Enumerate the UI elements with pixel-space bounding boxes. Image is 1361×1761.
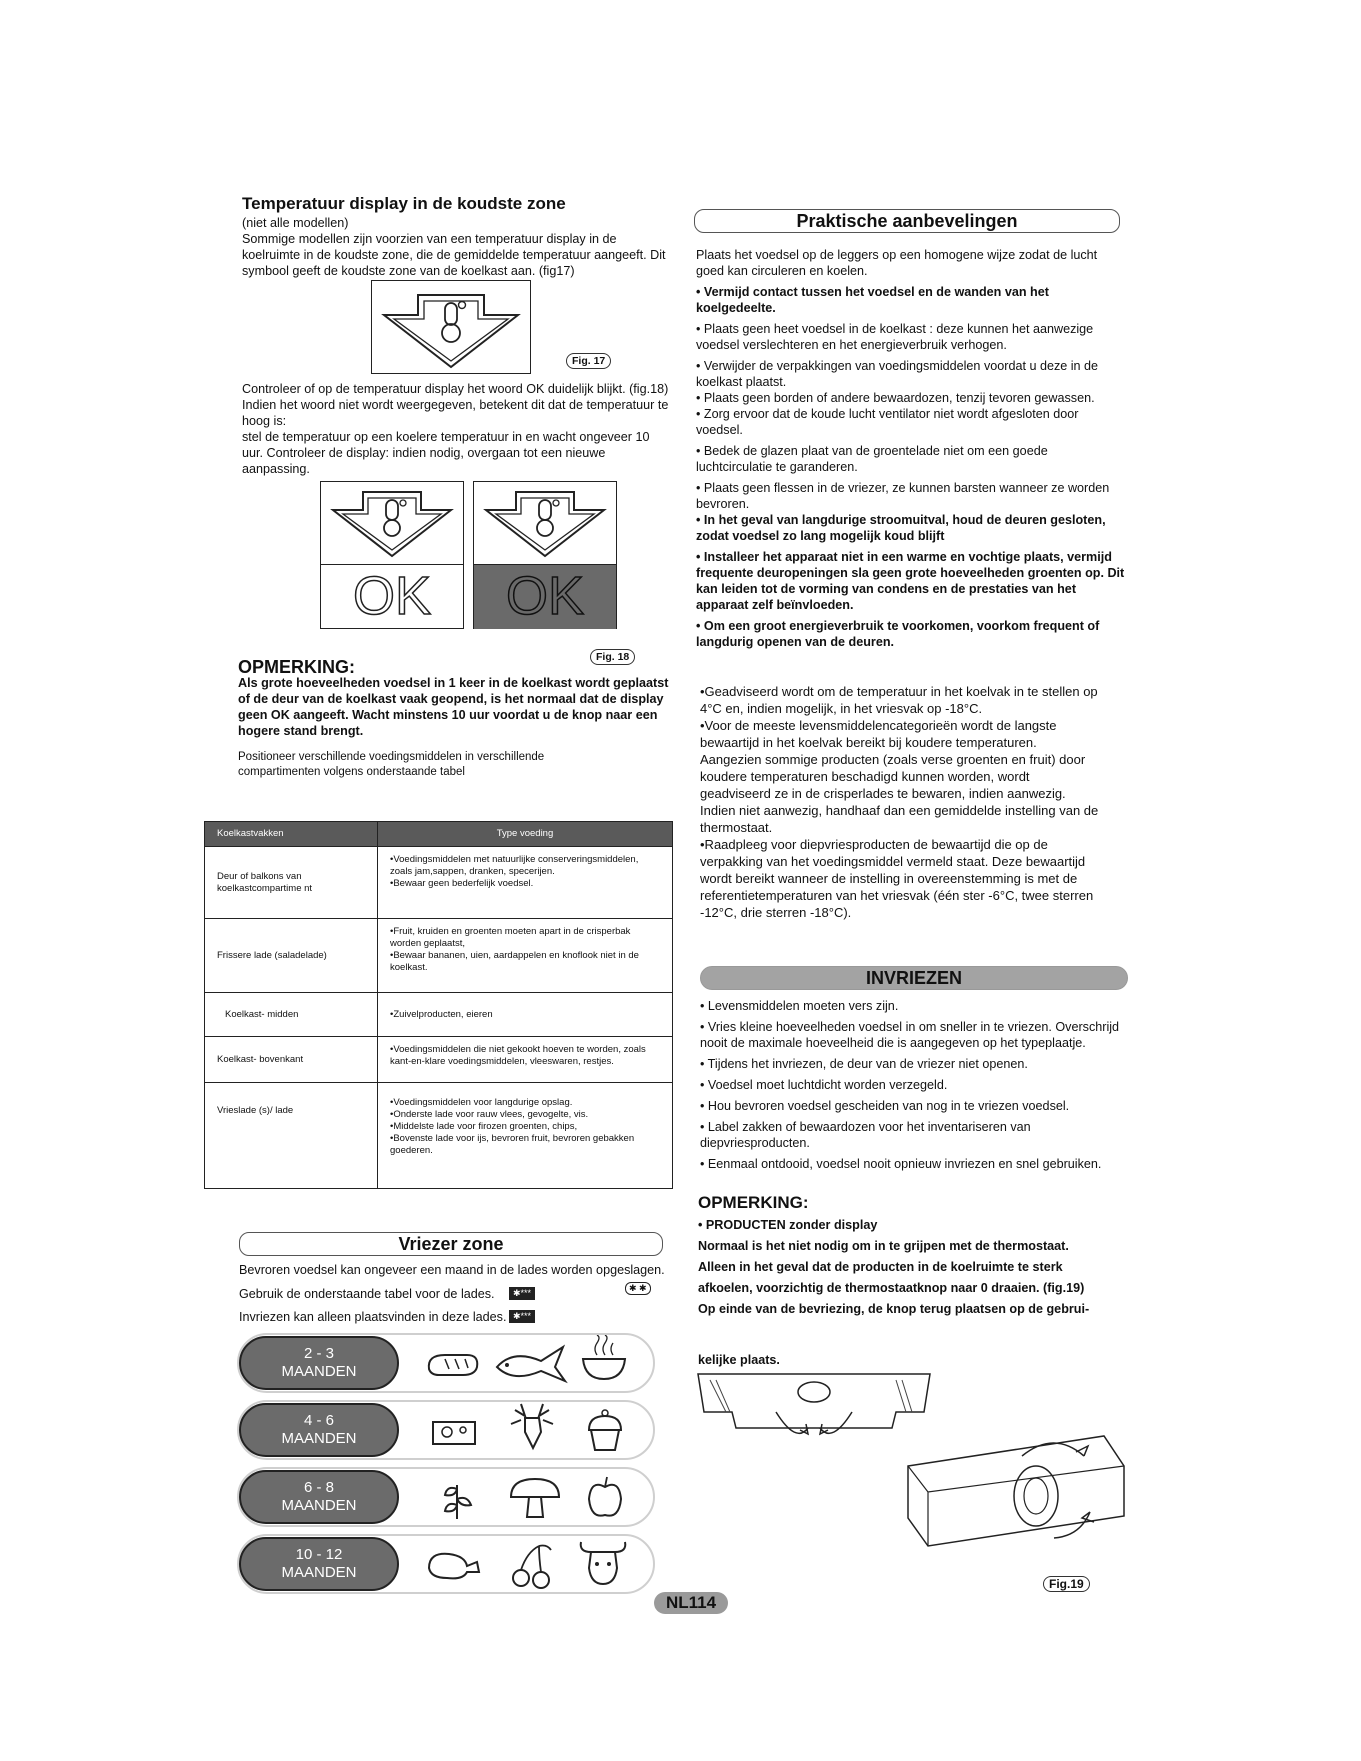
- fig17-label: Fig. 17: [566, 353, 611, 369]
- temp-display-paragraph-1: Sommige modellen zijn voorzien van een temperatuur display in de koelruimte in de koudste zone, die de gemiddelde temperatuur aangeeft. Dit symbool geeft de koudste zone van de koelkast aan. (fig17): [242, 232, 666, 278]
- food-item: •Voedingsmiddelen voor langdurige opslag.: [390, 1097, 573, 1108]
- storage-row-6-8: [237, 1467, 655, 1527]
- table-cell-food: [378, 919, 673, 993]
- table-cell-food: [378, 1083, 673, 1189]
- food-item: •Middelste lade voor firozen groenten, chips,: [390, 1121, 578, 1132]
- freezer-line-1: Bevroren voedsel kan ongeveer een maand in de lades worden opgeslagen.: [239, 1263, 665, 1277]
- food-item: •Fruit, kruiden en groenten moeten apart in de crisperbak worden geplaatst,: [390, 926, 631, 949]
- note-line: Normaal is het niet nodig om in te grijpen met de thermostaat.: [698, 1239, 1069, 1253]
- star-rating-badge: ✱***: [509, 1287, 535, 1300]
- table-row: [205, 993, 673, 1037]
- food-item: •Onderste lade voor rauw vlees, gevogelte, vis.: [390, 1109, 589, 1120]
- ok-display-text: OK: [505, 566, 585, 626]
- note-body-left: Als grote hoeveelheden voedsel in 1 keer in de koelkast wordt geplaatst of de deur van de koelkast vaak geopend, is het normaal dat de display geen OK aangeeft. Wacht minstens 10 uur voordat u de knop naar een hogere stand brengt.: [238, 676, 669, 738]
- freezer-zone-title: Vriezer zone: [239, 1232, 663, 1256]
- table-cell-food: [378, 847, 673, 919]
- deer-icon: [501, 1402, 563, 1452]
- cheese-icon: [427, 1408, 481, 1452]
- two-star-badge: ✱ ✱: [625, 1282, 651, 1295]
- freezing-bullet: • Vries kleine hoeveelheden voedsel in om sneller in te vriezen. Overschrijd nooit de maximale hoeveelheid die is aangegeven op het typeplaatje.: [700, 1020, 1120, 1050]
- table-cell-zone: Deur of balkons van koelkastcompartime nt: [205, 847, 378, 919]
- note-line: Op einde van de bevriezing, de knop terug plaatsen op de gebrui-: [698, 1302, 1090, 1316]
- practical-bullet: • Om een groot energieverbruik te voorkomen, voorkom frequent of langdurig openen van de deuren.: [696, 619, 1100, 649]
- page-number: NL114: [654, 1592, 728, 1614]
- freezing-section-title: INVRIEZEN: [700, 966, 1128, 990]
- fig18-panel-dark: [473, 481, 617, 629]
- practical-recommendations-body: [696, 247, 1126, 655]
- table-row: [205, 847, 673, 919]
- table-cell-zone: Koelkast- midden: [205, 993, 378, 1037]
- practical-bullet: • Plaats geen borden of andere bewaardozen, tenzij tevoren gewassen.: [696, 391, 1095, 405]
- freezer-line-2: Gebruik de onderstaande tabel voor de lades.: [239, 1287, 495, 1301]
- ok-display-text: OK: [352, 566, 432, 626]
- coldest-zone-icon: [372, 281, 530, 373]
- freezing-bullet: • Eenmaal ontdooid, voedsel nooit opnieuw invriezen en snel gebruiken.: [700, 1157, 1102, 1171]
- table-cell-zone: Koelkast- bovenkant: [205, 1037, 378, 1083]
- freezing-bullet: • Levensmiddelen moeten vers zijn.: [700, 999, 899, 1013]
- cow-icon: [573, 1538, 633, 1588]
- advice-item: •Voor de meeste levensmiddelencategorieën wordt de langste bewaartijd in het koelvak bereikt bij koudere temperaturen. Aangezien sommige producten (zoals verse groenten en fruit) door koudere temperaturen beschadigd kunnen worden, wordt geadviseerd ze in de crisperlades te bewaren, indien aanwezig. Indien niet aanwezig, handhaaf dan een gemiddelde instelling van de thermostaat.: [700, 718, 1099, 835]
- freezer-line-3: Invriezen kan alleen plaatsvinden in deze lades.: [239, 1310, 507, 1324]
- practical-bullet: • Plaats geen flessen in de vriezer, ze kunnen barsten wanneer ze worden bevroren.: [696, 481, 1110, 511]
- practical-intro: Plaats het voedsel op de leggers op een homogene wijze zodat de lucht goed kan circuleren en koelen.: [696, 248, 1098, 278]
- mushroom-icon: [505, 1475, 565, 1521]
- storage-row-4-6: [237, 1400, 655, 1460]
- table-cell-food: [378, 1037, 673, 1083]
- freezing-bullet: • Hou bevroren voedsel gescheiden van nog in te vriezen voedsel.: [700, 1099, 1070, 1113]
- note-body-right: [698, 1215, 1128, 1320]
- table-row: [205, 919, 673, 993]
- table-cell-food: [378, 993, 673, 1037]
- freezing-bullet: • Voedsel moet luchtdicht worden verzegeld.: [700, 1078, 948, 1092]
- storage-months-label: 6 - 8 MAANDEN: [239, 1470, 399, 1524]
- practical-bullet: • Zorg ervoor dat de koude lucht ventilator niet wordt afgesloten door voedsel.: [696, 407, 1079, 437]
- practical-bullet: • Bedek de glazen plaat van de groentelade niet om een goede luchtcirculatie te garanderen.: [696, 444, 1048, 474]
- practical-bullet: • In het geval van langdurige stroomuitval, houd de deuren gesloten, zodat voedsel zo lang mogelijk koud blijft: [696, 513, 1106, 543]
- soup-icon: [579, 1335, 629, 1383]
- note-line: • PRODUCTEN zonder display: [698, 1218, 878, 1232]
- note-title-left: OPMERKING:: [238, 657, 355, 677]
- practical-bullet: • Plaats geen heet voedsel in de koelkast : deze kunnen het aanwezige voedsel verslechteren en het energieverbruik verhogen.: [696, 322, 1094, 352]
- fig18-panel-light: [320, 481, 464, 629]
- fridge-compartment-table: [204, 821, 673, 1189]
- cherry-icon: [507, 1542, 557, 1590]
- check-ok-text: Controleer of op de temperatuur display het woord OK duidelijk blijkt. (fig.18): [242, 382, 669, 396]
- temp-display-paragraph-2: [242, 381, 672, 477]
- temp-display-subtitle: (niet alle modellen): [242, 216, 349, 230]
- practical-bullet: • Verwijder de verpakkingen van voedingsmiddelen voordat u deze in de koelkast plaatst.: [696, 359, 1099, 389]
- note-line-end: kelijke plaats.: [698, 1353, 780, 1367]
- food-item: •Bewaar bananen, uien, aardappelen en knoflook niet in de koelkast.: [390, 950, 639, 973]
- table-header-compartments: Koelkastvakken: [205, 822, 378, 847]
- thermostat-knob-top-illustration: [696, 1372, 932, 1454]
- food-item: •Bewaar geen bederfelijk voedsel.: [390, 878, 534, 889]
- note-line: Alleen in het geval dat de producten in de koelruimte te sterk: [698, 1260, 1063, 1274]
- fig17-symbol-box: [371, 280, 531, 374]
- storage-months-label: 10 - 12 MAANDEN: [239, 1537, 399, 1591]
- adjust-temp-text: stel de temperatuur op een koelere temperatuur in en wacht ongeveer 10 uur. Controleer de display: indien nodig, overgaan tot een nieuwe aanpassing.: [242, 430, 650, 476]
- storage-months-label: 2 - 3 MAANDEN: [239, 1336, 399, 1390]
- table-row: [205, 1083, 673, 1189]
- fig19-label: Fig.19: [1043, 1576, 1090, 1592]
- table-header-food-type: Type voeding: [378, 822, 673, 847]
- temp-too-high-text: Indien het woord niet wordt weergegeven, betekent dit dat de temperatuur te hoog is:: [242, 398, 669, 428]
- cupcake-icon: [583, 1408, 627, 1454]
- chicken-icon: [423, 1542, 483, 1586]
- freezing-bullets: [700, 998, 1126, 1172]
- table-cell-zone: Frissere lade (saladelade): [205, 919, 378, 993]
- table-row: [205, 1037, 673, 1083]
- fish-icon: [493, 1341, 569, 1385]
- bread-icon: [423, 1341, 483, 1385]
- freezing-bullet: • Tijdens het invriezen, de deur van de vriezer niet openen.: [700, 1057, 1028, 1071]
- storage-row-2-3: [237, 1333, 655, 1393]
- temperature-advice: [700, 683, 1100, 921]
- grain-icon: [433, 1475, 483, 1521]
- food-item: •Zuivelproducten, eieren: [390, 1008, 493, 1020]
- food-item: •Bovenste lade voor ijs, bevroren fruit, bevroren gebakken goederen.: [390, 1133, 635, 1156]
- note-title-right: OPMERKING:: [698, 1193, 809, 1212]
- star-rating-badge: ✱***: [509, 1310, 535, 1323]
- position-food-text: Positioneer verschillende voedingsmiddelen in verschillende compartimenten volgens onderstaande tabel: [238, 751, 545, 778]
- storage-row-10-12: [237, 1534, 655, 1594]
- practical-bullet: • Vermijd contact tussen het voedsel en de wanden van het koelgedeelte.: [696, 285, 1049, 315]
- note-line: afkoelen, voorzichtig de thermostaatknop naar 0 draaien. (fig.19): [698, 1281, 1085, 1295]
- apple-icon: [583, 1475, 627, 1521]
- table-cell-zone: Vrieslade (s)/ lade: [205, 1083, 378, 1189]
- thermostat-knob-side-illustration: [904, 1426, 1128, 1556]
- food-item: •Voedingsmiddelen die niet gekookt hoeven te worden, zoals kant-en-klare voedingsmiddelen, vleeswaren, restjes.: [390, 1044, 646, 1067]
- advice-item: •Geadviseerd wordt om de temperatuur in het koelvak in te stellen op 4°C en, indien mogelijk, in het vriesvak op -18°C.: [700, 684, 1098, 716]
- practical-recommendations-title: Praktische aanbevelingen: [694, 209, 1120, 233]
- freezing-bullet: • Label zakken of bewaardozen voor het inventariseren van diepvriesproducten.: [700, 1120, 1031, 1150]
- coldest-zone-icon: [321, 482, 463, 562]
- food-item: •Voedingsmiddelen met natuurlijke conserveringsmiddelen, zoals jam,sappen, dranken, specerijen.: [390, 854, 639, 877]
- fig18-label: Fig. 18: [590, 649, 635, 665]
- coldest-zone-icon: [474, 482, 616, 562]
- temp-display-title: Temperatuur display in de koudste zone: [242, 194, 566, 213]
- storage-months-label: 4 - 6 MAANDEN: [239, 1403, 399, 1457]
- advice-item: •Raadpleeg voor diepvriesproducten de bewaartijd die op de verpakking van het voedingsmiddel vermeld staat. Deze bewaartijd wordt bereikt wanneer de instelling in overeenstemming is met de referentietemperaturen van het vriesvak (één ster -6°C, twee sterren -12°C, drie sterren -18°C).: [700, 837, 1094, 920]
- practical-bullet: • Installeer het apparaat niet in een warme en vochtige plaats, vermijd frequente deuropeningen sla geen grote hoeveelheden groenten op. Dit kan leiden tot de vorming van condens en de prestaties van het apparaat zelf beïnvloeden.: [696, 550, 1125, 612]
